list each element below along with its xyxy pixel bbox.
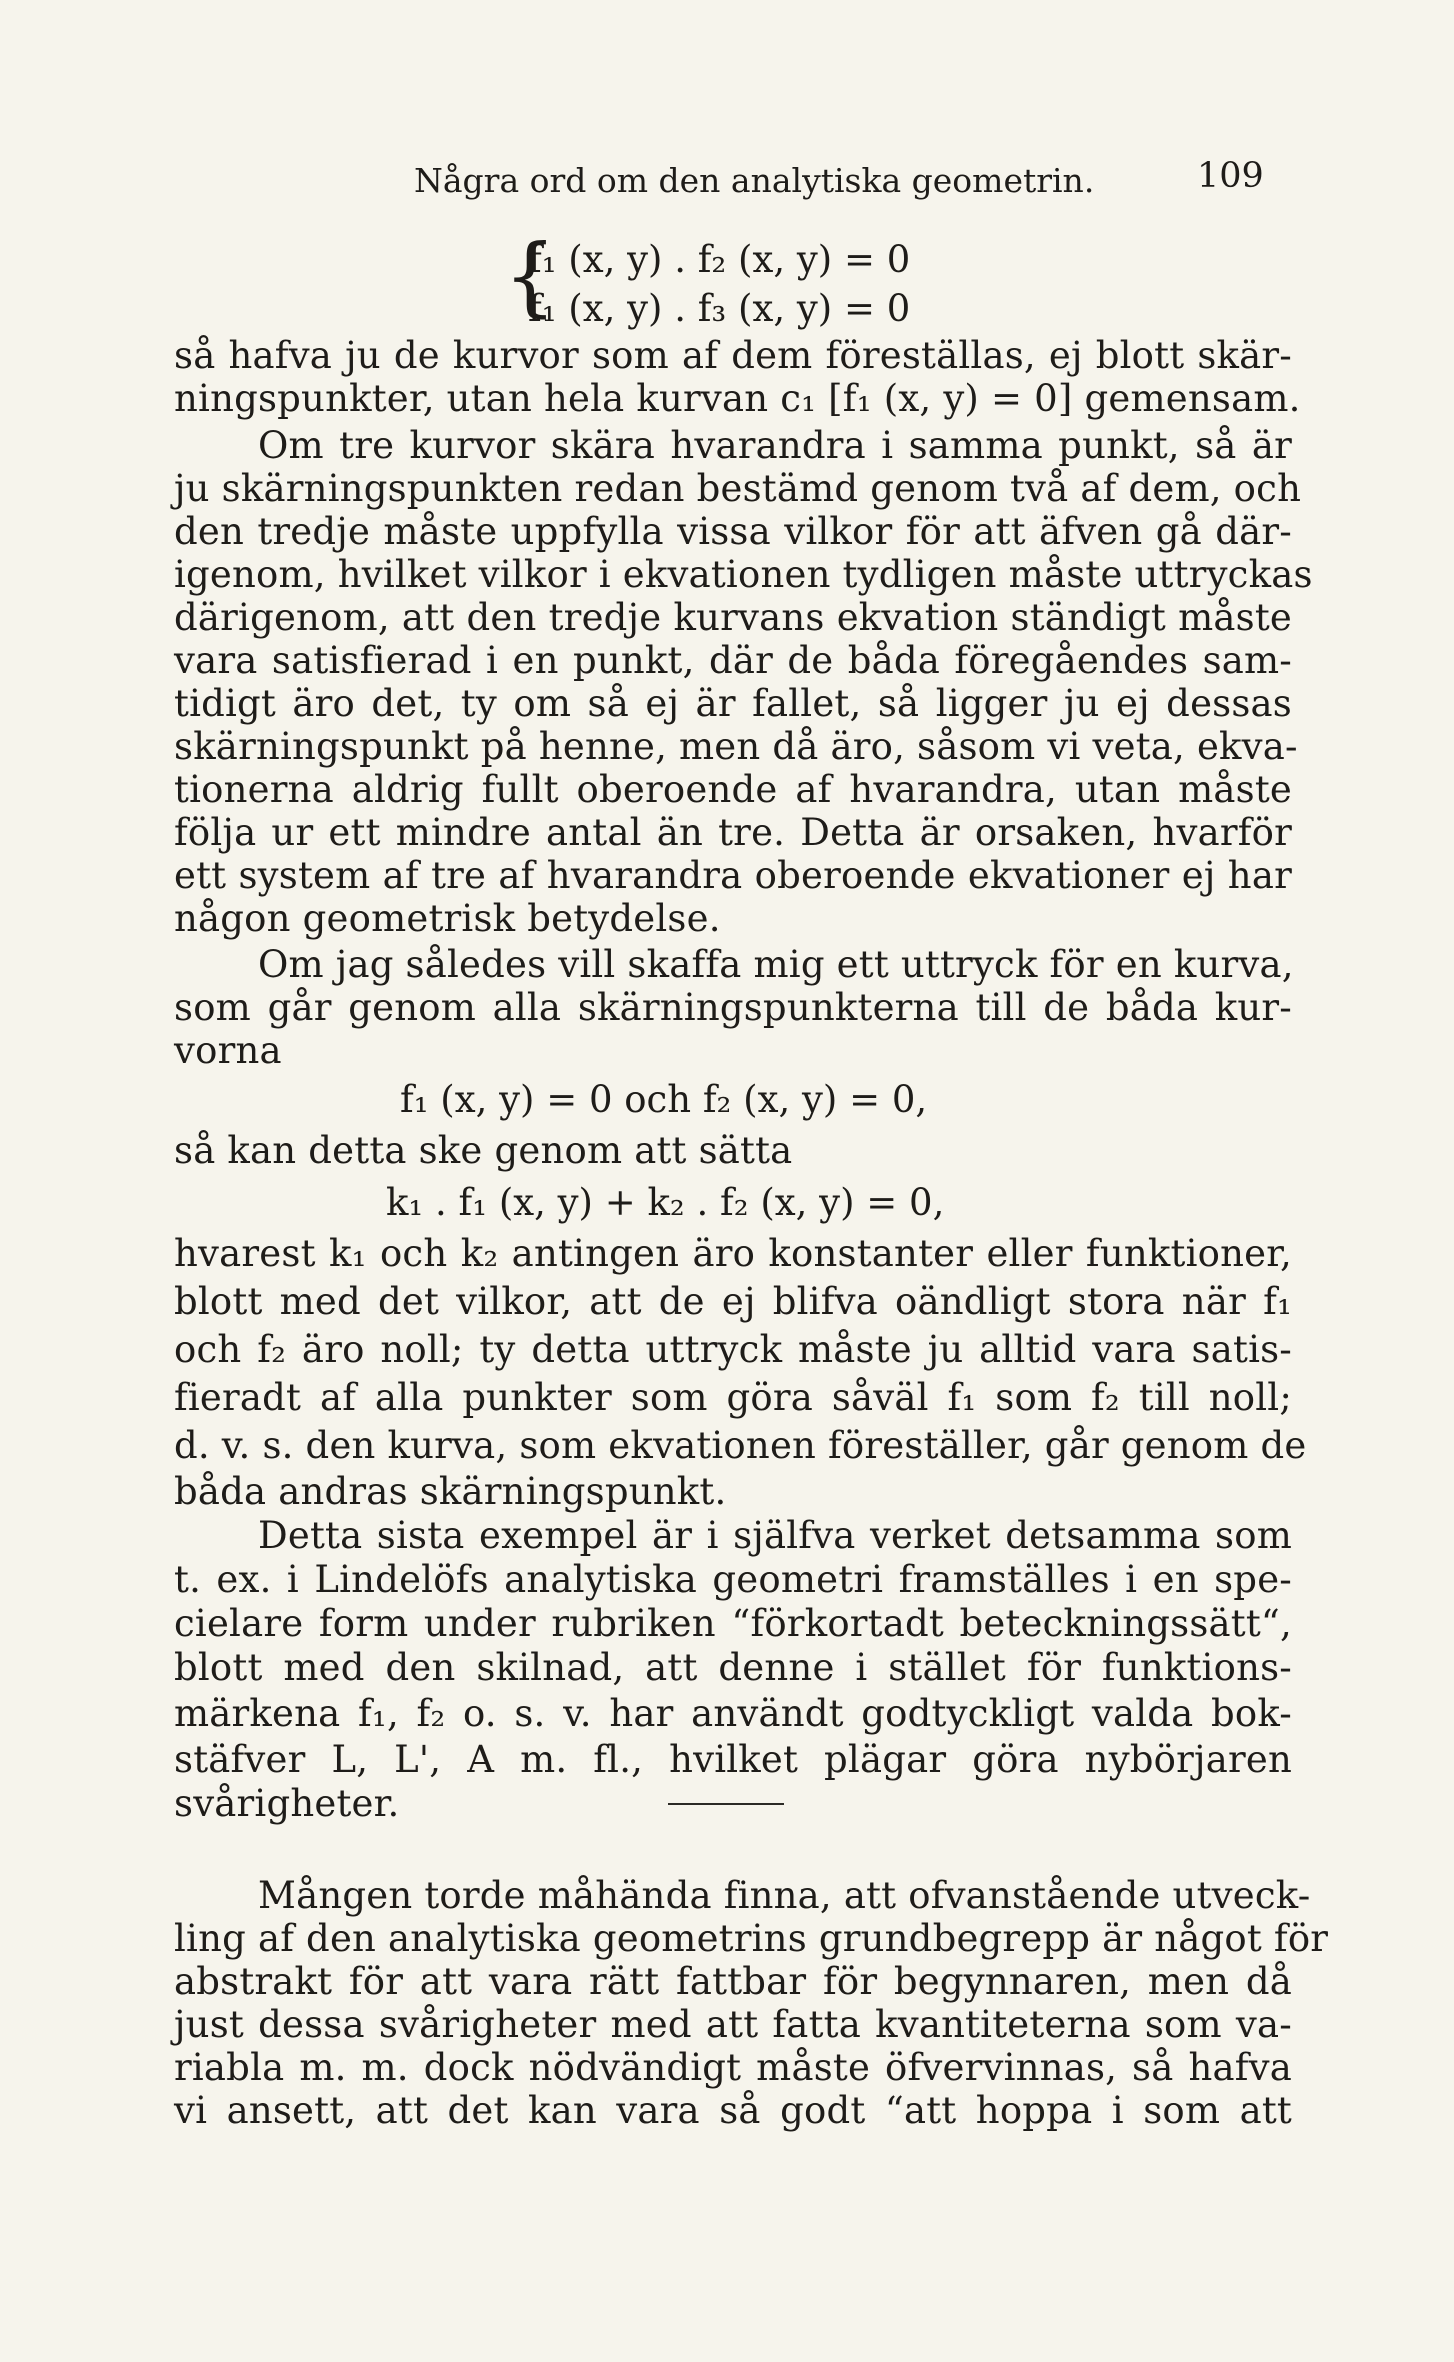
- text-line: igenom, hvilket vilkor i ekvationen tydligen måste uttryckas: [174, 553, 1313, 596]
- text-line: tionerna aldrig fullt oberoende af hvarandra, utan måste: [174, 768, 1292, 811]
- text-line: abstrakt för att vara rätt fattbar för begynnaren, men då: [174, 1960, 1292, 2003]
- text-line: Om tre kurvor skära hvarandra i samma punkt, så är: [258, 424, 1292, 467]
- text-line: blott med den skilnad, att denne i stället för funktions-: [174, 1646, 1292, 1689]
- running-header: Några ord om den analytiska geometrin.: [414, 161, 1095, 200]
- text-line: så hafva ju de kurvor som af dem föreställas, ej blott skär-: [174, 334, 1292, 377]
- text-line: skärningspunkt på henne, men då äro, såsom vi veta, ekva-: [174, 725, 1298, 768]
- text-line: som går genom alla skärningspunkterna till de båda kur-: [174, 986, 1292, 1029]
- text-line: ningspunkter, utan hela kurvan c₁ [f₁ (x, y) = 0] gemensam.: [174, 377, 1301, 420]
- text-line: följa ur ett mindre antal än tre. Detta är orsaken, hvarför: [174, 811, 1292, 854]
- text-line: svårigheter.: [174, 1782, 400, 1825]
- section-divider: [668, 1803, 784, 1805]
- display-equation-2: k₁ . f₁ (x, y) + k₂ . f₂ (x, y) = 0,: [386, 1181, 945, 1224]
- text-line: och f₂ äro noll; ty detta uttryck måste ju alltid vara satis-: [174, 1328, 1292, 1371]
- system-equation-1: f₁ (x, y) . f₂ (x, y) = 0: [528, 238, 911, 281]
- text-line: tidigt äro det, ty om så ej är fallet, så ligger ju ej dessas: [174, 682, 1292, 725]
- text-line: vara satisfierad i en punkt, där de båda föregåendes sam-: [174, 639, 1292, 682]
- text-line: den tredje måste uppfylla vissa vilkor för att äfven gå där-: [174, 510, 1292, 553]
- text-line: vorna: [174, 1029, 282, 1072]
- text-line: märkena f₁, f₂ o. s. v. har användt godtyckligt valda bok-: [174, 1692, 1292, 1735]
- text-line: ett system af tre af hvarandra oberoende ekvationer ej har: [174, 854, 1292, 897]
- text-line: fieradt af alla punkter som göra såväl f₁ som f₂ till noll;: [174, 1376, 1292, 1419]
- text-line: någon geometrisk betydelse.: [174, 897, 721, 940]
- text-line: båda andras skärningspunkt.: [174, 1470, 727, 1513]
- brace-symbol: {: [504, 226, 557, 327]
- system-equation-2: f₁ (x, y) . f₃ (x, y) = 0: [528, 287, 911, 330]
- text-line: ju skärningspunkten redan bestämd genom två af dem, och: [174, 467, 1302, 510]
- text-line: därigenom, att den tredje kurvans ekvation ständigt måste: [174, 596, 1292, 639]
- text-line: just dessa svårigheter med att fatta kvantiteterna som va-: [174, 2003, 1292, 2046]
- text-line: Om jag således vill skaffa mig ett uttryck för en kurva,: [258, 943, 1294, 986]
- text-line: t. ex. i Lindelöfs analytiska geometri framställes i en spe-: [174, 1558, 1292, 1601]
- text-line: stäfver L, L', A m. fl., hvilket plägar göra nybörjaren: [174, 1738, 1292, 1781]
- page-number: 109: [1197, 156, 1264, 196]
- text-line: riabla m. m. dock nödvändigt måste öfvervinnas, så hafva: [174, 2046, 1292, 2089]
- text-line: d. v. s. den kurva, som ekvationen föreställer, går genom de: [174, 1424, 1307, 1467]
- text-line: blott med det vilkor, att de ej blifva oändligt stora när f₁: [174, 1280, 1292, 1323]
- text-line: hvarest k₁ och k₂ antingen äro konstanter eller funktioner,: [174, 1232, 1292, 1275]
- display-equation-1: f₁ (x, y) = 0 och f₂ (x, y) = 0,: [400, 1078, 928, 1121]
- text-line: Mången torde måhända finna, att ofvanstående utveck-: [258, 1874, 1311, 1917]
- text-line: vi ansett, att det kan vara så godt “att hoppa i som att: [174, 2089, 1292, 2132]
- text-line: cielare form under rubriken “förkortadt beteckningssätt“,: [174, 1602, 1292, 1645]
- text-line: så kan detta ske genom att sätta: [174, 1129, 793, 1172]
- text-line: ling af den analytiska geometrins grundbegrepp är något för: [174, 1917, 1329, 1960]
- text-line: Detta sista exempel är i själfva verket detsamma som: [258, 1514, 1292, 1557]
